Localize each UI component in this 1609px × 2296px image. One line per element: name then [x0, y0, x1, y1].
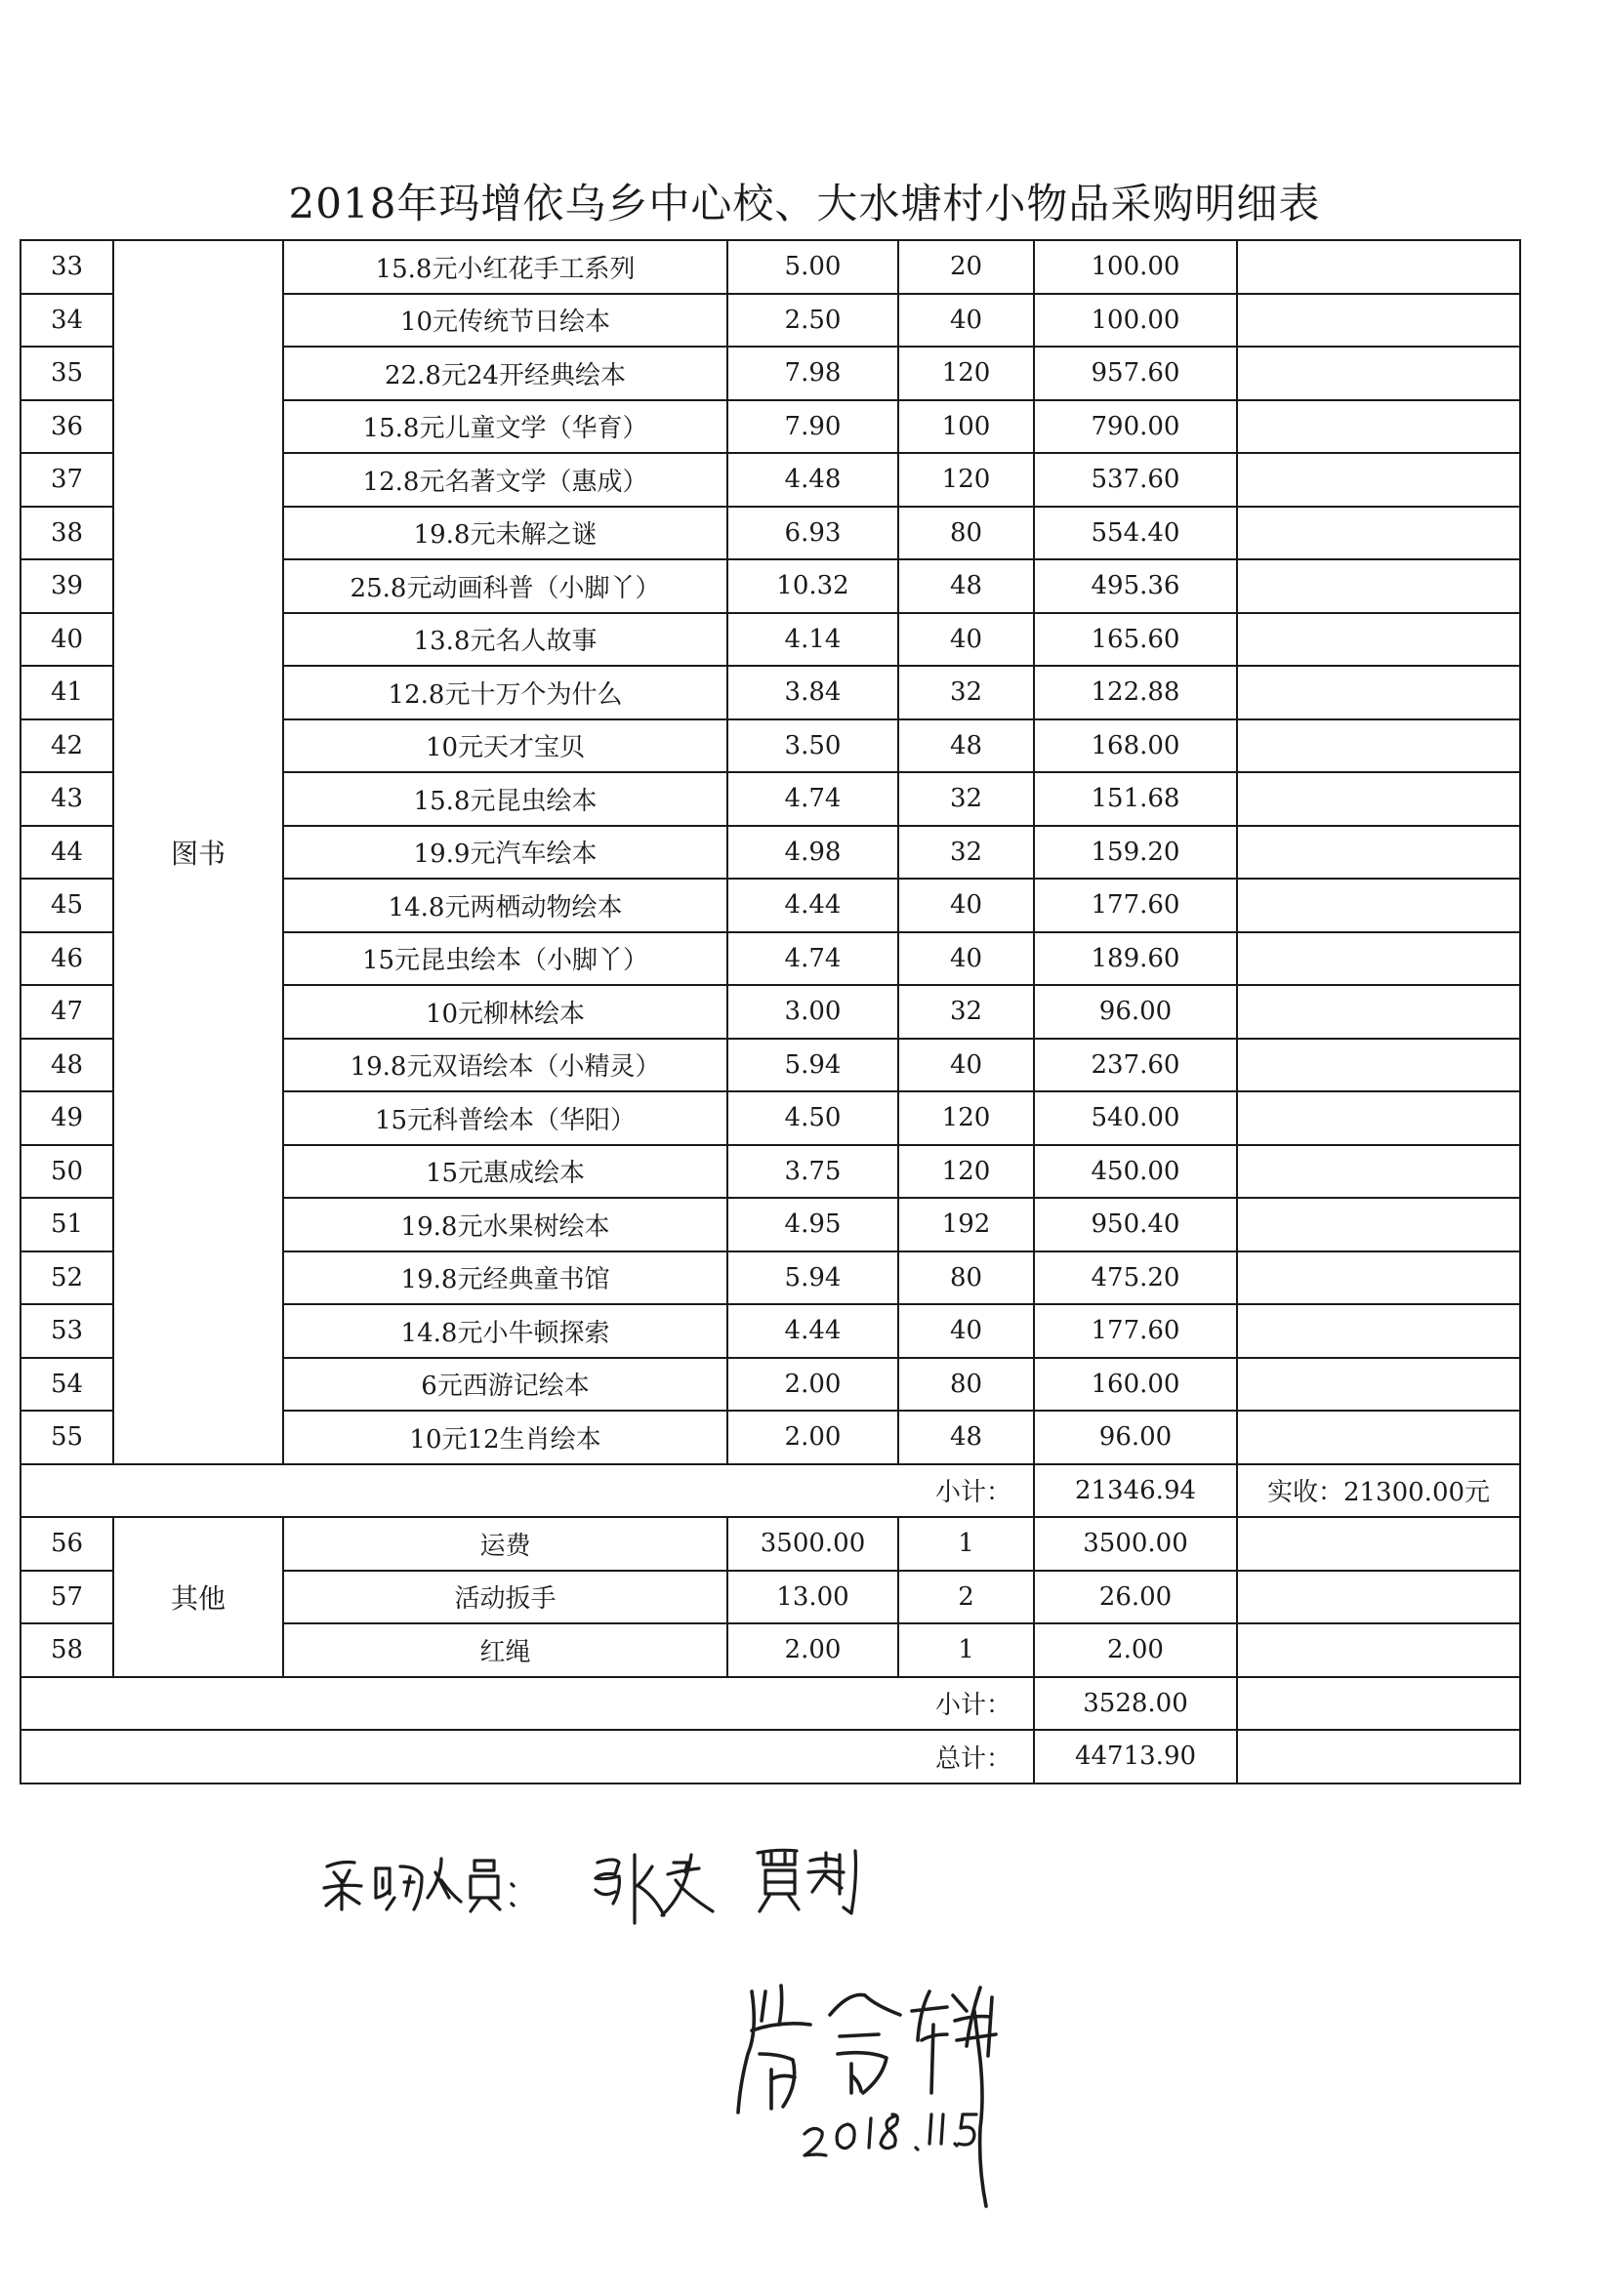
- item-name: 10元传统节日绘本: [283, 294, 727, 348]
- amount: 475.20: [1034, 1251, 1237, 1305]
- item-name: 6元西游记绘本: [283, 1358, 727, 1412]
- quantity: 80: [898, 1358, 1034, 1412]
- unit-price: 4.95: [727, 1198, 898, 1251]
- quantity: 20: [898, 240, 1034, 294]
- unit-price: 3500.00: [727, 1517, 898, 1571]
- amount: 3500.00: [1034, 1517, 1237, 1571]
- item-name: 运费: [283, 1517, 727, 1571]
- row-number: 37: [21, 453, 113, 507]
- quantity: 40: [898, 613, 1034, 667]
- row-number: 40: [21, 613, 113, 667]
- item-name: 14.8元小牛顿探索: [283, 1304, 727, 1358]
- item-name: 19.8元水果树绘本: [283, 1198, 727, 1251]
- amount: 495.36: [1034, 559, 1237, 613]
- row-number: 57: [21, 1571, 113, 1624]
- item-name: 19.8元经典童书馆: [283, 1251, 727, 1305]
- unit-price: 5.94: [727, 1251, 898, 1305]
- amount: 790.00: [1034, 400, 1237, 454]
- row-number: 48: [21, 1039, 113, 1092]
- amount: 100.00: [1034, 240, 1237, 294]
- unit-price: 4.50: [727, 1091, 898, 1145]
- amount: 537.60: [1034, 453, 1237, 507]
- quantity: 48: [898, 559, 1034, 613]
- amount: 237.60: [1034, 1039, 1237, 1092]
- amount: 450.00: [1034, 1145, 1237, 1199]
- item-name: 10元天才宝贝: [283, 719, 727, 773]
- item-name: 15.8元昆虫绘本: [283, 772, 727, 826]
- unit-price: 5.94: [727, 1039, 898, 1092]
- item-name: 15元惠成绘本: [283, 1145, 727, 1199]
- unit-price: 2.00: [727, 1358, 898, 1412]
- item-name: 活动扳手: [283, 1571, 727, 1624]
- quantity: 40: [898, 879, 1034, 932]
- item-name: 红绳: [283, 1623, 727, 1677]
- unit-price: 4.48: [727, 453, 898, 507]
- unit-price: 10.32: [727, 559, 898, 613]
- category-books: 图书: [113, 240, 283, 1464]
- row-number: 41: [21, 666, 113, 719]
- unit-price: 7.90: [727, 400, 898, 454]
- item-name: 19.8元双语绘本（小精灵）: [283, 1039, 727, 1092]
- books-subtotal-row-note: 实收：21300.00元: [1237, 1464, 1520, 1518]
- row-number: 54: [21, 1358, 113, 1412]
- unit-price: 2.50: [727, 294, 898, 348]
- amount: 96.00: [1034, 985, 1237, 1039]
- quantity: 120: [898, 453, 1034, 507]
- unit-price: 3.00: [727, 985, 898, 1039]
- unit-price: 6.93: [727, 507, 898, 560]
- quantity: 80: [898, 507, 1034, 560]
- item-name: 12.8元十万个为什么: [283, 666, 727, 719]
- unit-price: 5.00: [727, 240, 898, 294]
- quantity: 40: [898, 294, 1034, 348]
- row-number: 38: [21, 507, 113, 560]
- item-name: 15元科普绘本（华阳）: [283, 1091, 727, 1145]
- purchaser-2-handwriting: [758, 1850, 856, 1913]
- amount: 2.00: [1034, 1623, 1237, 1677]
- quantity: 32: [898, 772, 1034, 826]
- item-name: 15.8元儿童文学（华育）: [283, 400, 727, 454]
- unit-price: 4.98: [727, 826, 898, 880]
- amount: 168.00: [1034, 719, 1237, 773]
- books-subtotal-row-label: 小计：: [21, 1464, 1034, 1518]
- row-number: 42: [21, 719, 113, 773]
- unit-price: 3.75: [727, 1145, 898, 1199]
- row-number: 49: [21, 1091, 113, 1145]
- quantity: 1: [898, 1517, 1034, 1571]
- quantity: 40: [898, 932, 1034, 986]
- quantity: 2: [898, 1571, 1034, 1624]
- quantity: 40: [898, 1304, 1034, 1358]
- row-number: 44: [21, 826, 113, 880]
- quantity: 192: [898, 1198, 1034, 1251]
- unit-price: 4.74: [727, 772, 898, 826]
- unit-price: 4.44: [727, 879, 898, 932]
- quantity: 32: [898, 985, 1034, 1039]
- unit-price: 2.00: [727, 1411, 898, 1464]
- approver-handwriting: [738, 1986, 996, 2206]
- row-number: 58: [21, 1623, 113, 1677]
- item-name: 12.8元名著文学（惠成）: [283, 453, 727, 507]
- category-other: 其他: [113, 1517, 283, 1677]
- quantity: 100: [898, 400, 1034, 454]
- amount: 177.60: [1034, 1304, 1237, 1358]
- grand-total-row-label: 总计：: [21, 1730, 1034, 1784]
- item-name: 25.8元动画科普（小脚丫）: [283, 559, 727, 613]
- amount: 96.00: [1034, 1411, 1237, 1464]
- quantity: 48: [898, 719, 1034, 773]
- purchaser-label-handwriting: [324, 1859, 514, 1911]
- item-name: 10元12生肖绘本: [283, 1411, 727, 1464]
- unit-price: 3.50: [727, 719, 898, 773]
- item-name: 14.8元两栖动物绘本: [283, 879, 727, 932]
- row-number: 51: [21, 1198, 113, 1251]
- row-number: 56: [21, 1517, 113, 1571]
- date-handwriting: [804, 2114, 976, 2155]
- quantity: 48: [898, 1411, 1034, 1464]
- quantity: 120: [898, 1091, 1034, 1145]
- row-number: 50: [21, 1145, 113, 1199]
- item-name: 15.8元小红花手工系列: [283, 240, 727, 294]
- item-name: 19.8元未解之谜: [283, 507, 727, 560]
- amount: 100.00: [1034, 294, 1237, 348]
- row-number: 53: [21, 1304, 113, 1358]
- quantity: 120: [898, 1145, 1034, 1199]
- amount: 540.00: [1034, 1091, 1237, 1145]
- row-number: 46: [21, 932, 113, 986]
- row-number: 47: [21, 985, 113, 1039]
- unit-price: 4.44: [727, 1304, 898, 1358]
- amount: 122.88: [1034, 666, 1237, 719]
- document-title: 2018年玛增依乌乡中心校、大水塘村小物品采购明细表: [288, 180, 1321, 227]
- row-number: 34: [21, 294, 113, 348]
- books-subtotal-row-value: 21346.94: [1034, 1464, 1237, 1518]
- item-name: 19.9元汽车绘本: [283, 826, 727, 880]
- row-number: 33: [21, 240, 113, 294]
- amount: 160.00: [1034, 1358, 1237, 1412]
- other-subtotal-row-value: 3528.00: [1034, 1677, 1237, 1731]
- row-number: 39: [21, 559, 113, 613]
- row-number: 43: [21, 772, 113, 826]
- unit-price: 7.98: [727, 347, 898, 400]
- item-name: 15元昆虫绘本（小脚丫）: [283, 932, 727, 986]
- amount: 950.40: [1034, 1198, 1237, 1251]
- item-name: 22.8元24开经典绘本: [283, 347, 727, 400]
- row-number: 55: [21, 1411, 113, 1464]
- amount: 957.60: [1034, 347, 1237, 400]
- amount: 554.40: [1034, 507, 1237, 560]
- amount: 159.20: [1034, 826, 1237, 880]
- amount: 165.60: [1034, 613, 1237, 667]
- quantity: 32: [898, 666, 1034, 719]
- quantity: 32: [898, 826, 1034, 880]
- item-name: 13.8元名人故事: [283, 613, 727, 667]
- unit-price: 3.84: [727, 666, 898, 719]
- grand-total-row-value: 44713.90: [1034, 1730, 1237, 1784]
- unit-price: 2.00: [727, 1623, 898, 1677]
- quantity: 120: [898, 347, 1034, 400]
- unit-price: 13.00: [727, 1571, 898, 1624]
- row-number: 52: [21, 1251, 113, 1305]
- quantity: 80: [898, 1251, 1034, 1305]
- quantity: 40: [898, 1039, 1034, 1092]
- amount: 189.60: [1034, 932, 1237, 986]
- amount: 26.00: [1034, 1571, 1237, 1624]
- row-number: 36: [21, 400, 113, 454]
- unit-price: 4.14: [727, 613, 898, 667]
- amount: 151.68: [1034, 772, 1237, 826]
- row-number: 45: [21, 879, 113, 932]
- purchaser-1-handwriting: [596, 1855, 713, 1923]
- other-subtotal-row-label: 小计：: [21, 1677, 1034, 1731]
- quantity: 1: [898, 1623, 1034, 1677]
- item-name: 10元柳林绘本: [283, 985, 727, 1039]
- amount: 177.60: [1034, 879, 1237, 932]
- row-number: 35: [21, 347, 113, 400]
- unit-price: 4.74: [727, 932, 898, 986]
